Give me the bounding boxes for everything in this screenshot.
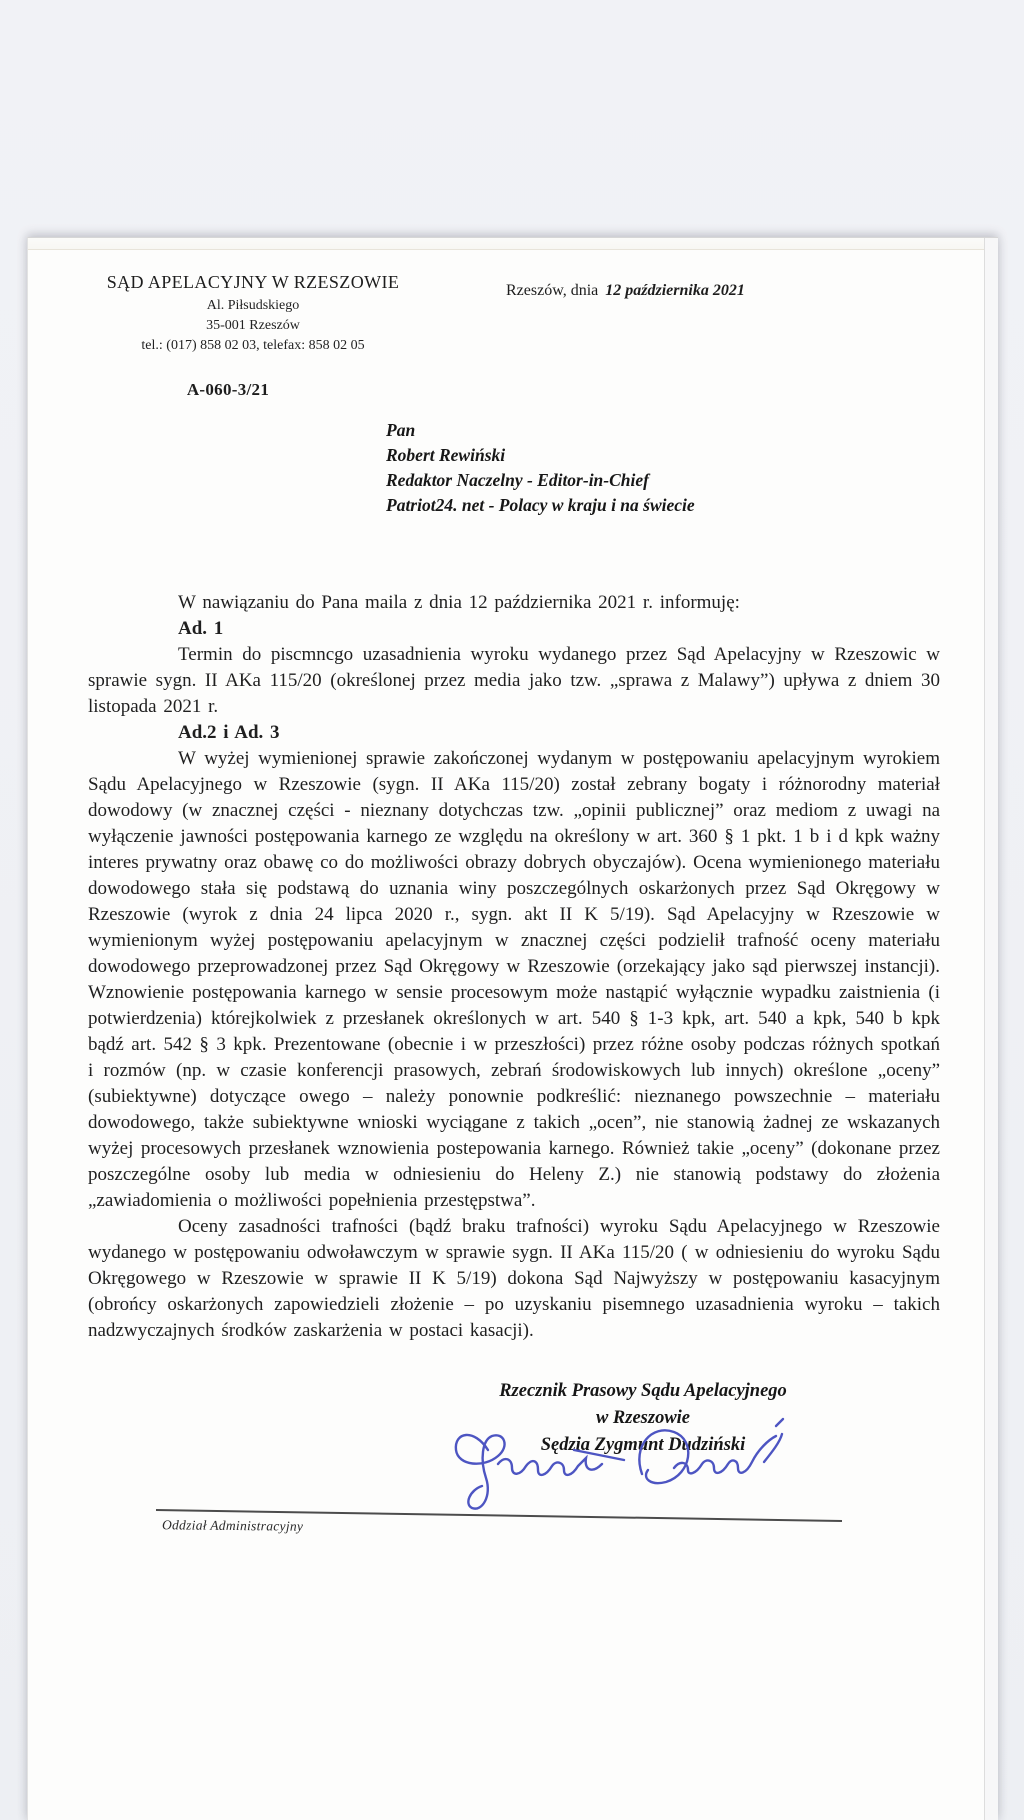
intro-line: W nawiązaniu do Pana maila z dnia 12 października 2021 r. informuję:: [178, 592, 740, 613]
letter-page: [27, 237, 998, 1820]
court-name: SĄD APELACYJNY W RZESZOWIE: [106, 272, 400, 292]
addressee-block: [386, 418, 695, 518]
addressee-name: Robert Rewiński: [386, 445, 506, 465]
scan-right-edge: [984, 238, 998, 1820]
signature-role-line2: w Rzeszowie: [595, 1408, 691, 1428]
letter-body: [88, 590, 940, 1344]
heading-ad1: Ad. 1: [178, 618, 224, 639]
address-phone: tel.: (017) 858 02 03, telefax: 858 02 05: [141, 338, 365, 353]
heading-ad2-ad3: Ad.2 i Ad. 3: [178, 722, 280, 743]
address-street: Al. Piłsudskiego: [206, 298, 300, 313]
place-date-prefix: Rzeszów, dnia: [506, 282, 599, 299]
letter-date: 12 października 2021: [605, 282, 745, 299]
addressee-title: Redaktor Naczelny - Editor-in-Chief: [386, 470, 649, 490]
signature-role-line1: Rzecznik Prasowy Sądu Apelacyjnego: [499, 1381, 787, 1401]
address-city: 35-001 Rzeszów: [206, 318, 300, 333]
paragraph-1: Termin do piscmncgo uzasadnienia wyroku wydanego przez Sąd Apelacyjny w Rzeszowic w sprawie sygn. II AKa 115/20 (określonej przez media jako tzw. „sprawa z Malawy”) upływa z dniem 30 listopada 2021 r.: [88, 644, 940, 717]
place-and-date: [506, 282, 745, 300]
addressee-salutation: Pan: [386, 420, 416, 440]
addressee-organization: Patriot24. net - Polacy w kraju i na świecie: [386, 495, 695, 515]
paragraph-3: Oceny zasadności trafności (bądź braku trafności) wyroku Sądu Apelacyjnego w Rzeszowie wydanego w postępowaniu odwoławczym w sprawie sygn. II AKa 115/20 ( w odniesieniu do wyroku Sądu Okręgowego w Rzeszowie w sprawie II K 5/19) dokona Sąd Najwyższy w postępowaniu kasacyjnym (obrońcy oskarżonych zapowiedzieli złożenie – po uzyskaniu pisemnego uzasadnienia wyroku – takich nadzwyczajnych środków zaskarżenia w postaci kasacji).: [88, 1216, 940, 1341]
reference-number: A-060-3/21: [186, 380, 270, 399]
signature-block: [428, 1378, 858, 1459]
signature-printed-name: Sędzia Zygmunt Dudziński: [540, 1435, 746, 1455]
paragraph-2: W wyżej wymienionej sprawie zakończonej wydanym w postępowaniu apelacyjnym wyrokiem Sądu Apelacyjnego w Rzeszowie (sygn. II AKa 115/20) został zebrany bogaty i różnorodny materiał dowodowy (w znacznej części - nieznany dotychczas tzw. „opinii publicznej” oraz mediom z uwagi na wyłączenie jawności postępowania karnego ze względu na określony w art. 360 § 1 pkt. 1 b i d kpk ważny interes prywatny oraz obawę co do możliwości obrazy dobrych obyczajów). Ocena wymienionego materiału dowodowego stała się podstawą do uznania winy poszczególnych oskarżonych przez Sąd Okręgowy w Rzeszowie (wyrok z dnia 24 lipca 2020 r., sygn. akt II K 5/19). Sąd Apelacyjny w Rzeszowie w wymienionym wyżej postępowaniu apelacyjnym w znacznej części podzielił trafność oceny materiału dowodowego przeprowadzonej przez Sąd Okręgowy w Rzeszowie (orzekający jako sąd pierwszej instancji). Wznowienie postępowania karnego w sensie procesowym może nastąpić wyłącznie wypadku zaistnienia (i potwierdzenia) którejkolwiek z przesłanek określonych w art. 540 § 1-3 kpk, art. 540 a kpk, 540 b kpk bądź art. 542 § 3 kpk. Prezentowane (obecnie i w przeszłości) przez różne osoby podczas różnych spotkań i rozmów (np. w czasie konferencji prasowych, zebrań środowiskowych lub innych) określone „oceny” (subiektywne) dotyczące owego – należy ponownie podkreślić: nieznanego powszechnie – materiału dowodowego, także subiektywne wnioski wyciągane z takich „ocen”, nie stanowią żadnej ze wskazanych wyżej procesowych przesłanek wznowienia postepowania karnego. Również takie „oceny” (dokonane przez poszczególne osoby lub media w odniesieniu do Heleny Z.) nie stanowią podstawy do złożenia „zawiadomienia o możliwości popełnienia przestępstwa”.: [88, 748, 940, 1211]
footer-department: Oddział Administracyjny: [161, 1517, 304, 1534]
court-address: [83, 296, 423, 356]
sender-block: [83, 272, 423, 400]
scan-top-edge: [28, 238, 998, 250]
